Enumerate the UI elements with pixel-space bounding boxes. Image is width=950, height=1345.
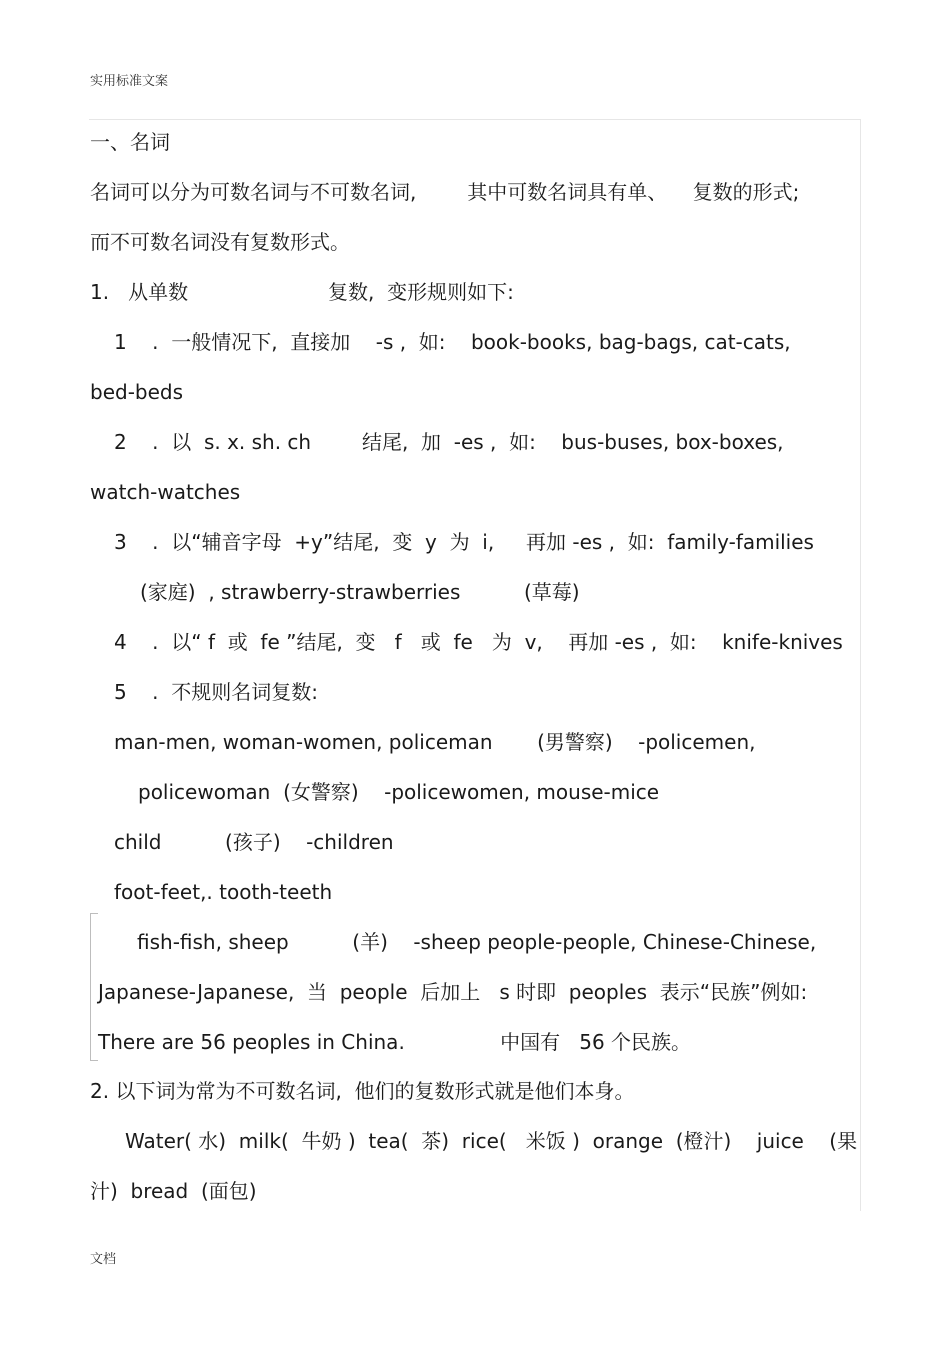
rule-item: 4 . 以“ f 或 fe ”结尾, 变 f 或 fe 为 v, 再加 -es , 如: knife-knives [114,630,843,654]
rule-item-continuation: bed-beds [90,380,184,404]
example-line: Japanese-Japanese, 当 people 后加上 s 时即 peoples 表示“民族”例如: [98,980,808,1004]
paragraph-line: 名词可以分为可数名词与不可数名词, 其中可数名词具有单、 复数的形式; [90,180,800,204]
example-line: There are 56 peoples in China. 中国有 56 个民族。 [98,1030,692,1054]
rule-item: 5 . 不规则名词复数: [114,680,318,704]
example-line: policewoman (女警察) -policewomen, mouse-mice [138,780,660,804]
section-heading: 一、名词 [90,130,170,154]
rule-item: 2 . 以 s. x. sh. ch 结尾, 加 -es , 如: bus-buses, box-boxes, [114,430,784,454]
example-line: child (孩子) -children [114,830,394,854]
rule-item: 1 . 一般情况下, 直接加 -s , 如: book-books, bag-bags, cat-cats, [114,330,791,354]
example-line: fish-fish, sheep (羊) -sheep people-people, Chinese-Chinese, [137,930,817,954]
page-footer: 文档 [90,1252,117,1267]
page-header: 实用标准文案 [90,74,169,89]
example-line: Water( 水) milk( 牛奶 ) tea( 茶) rice( 米饭 ) orange (橙汁) juice (果 [125,1129,858,1153]
rule-heading: 2. 以下词为常为不可数名词, 他们的复数形式就是他们本身。 [90,1079,635,1103]
rule-item-continuation: watch-watches [90,480,241,504]
example-line-continuation: 汁) bread (面包) [90,1179,257,1203]
margin-bracket [90,913,98,1061]
example-line: foot-feet,. tooth-teeth [114,880,333,904]
rule-heading: 1. 从单数 复数, 变形规则如下: [90,280,514,304]
example-line: man-men, woman-women, policeman (男警察) -policemen, [114,730,756,754]
rule-item: 3 . 以“辅音字母 +y”结尾, 变 y 为 i, 再加 -es , 如: family-families [114,530,814,554]
rule-item-continuation: (家庭) , strawberry-strawberries (草莓) [140,580,580,604]
paragraph-line: 而不可数名词没有复数形式。 [90,230,350,254]
